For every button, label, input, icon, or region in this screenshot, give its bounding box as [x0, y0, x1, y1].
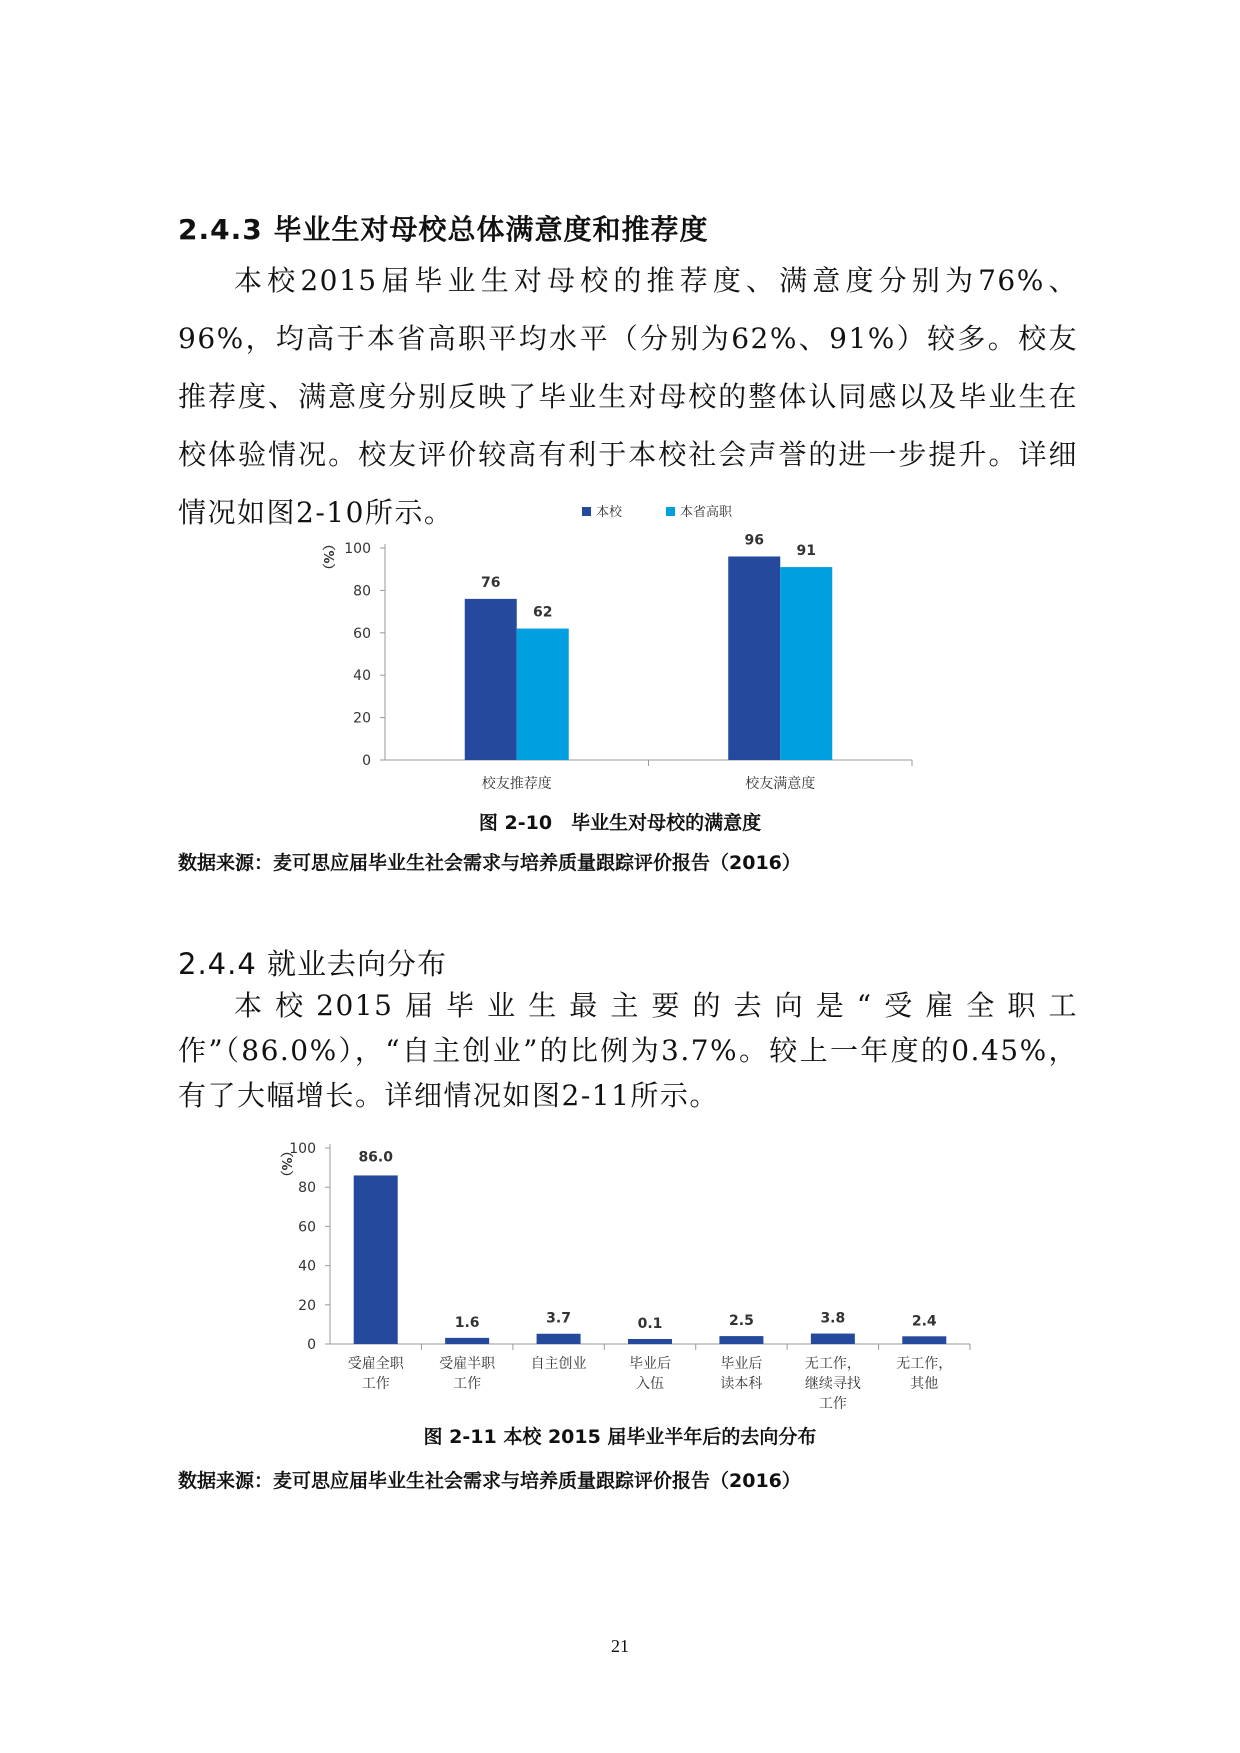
bar-毕业后读本科: [719, 1336, 763, 1344]
y-tick-label: 60: [353, 625, 371, 642]
bar-无工作，其他: [902, 1336, 946, 1344]
data-label: 2.5: [729, 1313, 754, 1330]
bar-无工作，继续寻找工作: [811, 1334, 855, 1344]
page-number: 21: [611, 1636, 629, 1656]
x-tick-label: 毕业后: [720, 1356, 763, 1372]
figure-2-10-caption: 图 2-10 毕业生对母校的满意度: [478, 812, 762, 834]
bar-受雇半职工作: [445, 1338, 489, 1344]
figure-2-10-chart: [300, 495, 940, 795]
x-tick-label: 工作: [818, 1396, 847, 1412]
y-tick-label: 40: [298, 1258, 316, 1275]
bar-本省高职-校友推荐度: [517, 629, 569, 760]
x-tick-label: 自主创业: [530, 1356, 587, 1372]
y-tick-label: 80: [353, 583, 371, 600]
bar-自主创业: [537, 1334, 581, 1344]
data-label: 96: [744, 532, 764, 549]
data-label: 62: [533, 604, 553, 621]
data-label: 86.0: [358, 1149, 393, 1166]
bar-本校-校友满意度: [728, 556, 780, 760]
paragraph-2-4-4: [178, 983, 1078, 1118]
paragraph-text: 本校2015届毕业生最主要的去向是“受雇全职工作”（86.0%），“自主创业”的比例为3.7%。较上一年度的0.45%，有了大幅增长。详细情况如图2-11所示。: [178, 989, 1078, 1112]
x-tick-label: 读本科: [720, 1376, 763, 1392]
data-label: 3.7: [546, 1310, 571, 1327]
data-label: 1.6: [454, 1314, 480, 1331]
figure-2-11-chart: [250, 1132, 1010, 1422]
data-label: 76: [481, 574, 501, 591]
y-tick-label: 20: [298, 1297, 316, 1314]
bar-毕业后入伍: [628, 1339, 672, 1344]
y-axis-label: （%）: [320, 537, 335, 577]
section-heading-2-4-4: 2.4.4 就业去向分布: [178, 947, 448, 981]
y-tick-label: 0: [307, 1337, 316, 1353]
legend-swatch-1: [666, 507, 675, 516]
x-tick-label: 受雇全职: [347, 1356, 404, 1372]
bar-本省高职-校友满意度: [780, 567, 832, 760]
y-tick-label: 100: [289, 1141, 316, 1157]
x-tick-label: 工作: [453, 1376, 482, 1392]
y-tick-label: 0: [362, 753, 371, 769]
x-tick-label: 无工作，: [804, 1356, 861, 1372]
x-tick-label: 毕业后: [629, 1356, 671, 1372]
x-tick-label: 无工作，: [896, 1356, 953, 1372]
x-tick-label: 受雇半职: [439, 1356, 496, 1372]
data-label: 2.4: [911, 1313, 937, 1330]
data-label: 0.1: [637, 1316, 663, 1332]
y-tick-label: 80: [298, 1180, 316, 1197]
data-label: 91: [796, 543, 816, 560]
bar-受雇全职工作: [354, 1175, 398, 1344]
y-tick-label: 20: [353, 710, 371, 727]
y-tick-label: 40: [353, 668, 371, 685]
x-tick-label: 其他: [910, 1376, 939, 1392]
legend-swatch-0: [582, 507, 591, 516]
x-tick-label: 继续寻找: [804, 1376, 861, 1392]
figure-2-10-source: 数据来源：麦可思应届毕业生社会需求与培养质量跟踪评价报告（2016）: [178, 852, 801, 874]
paragraph-text: 本校2015届毕业生对母校的推荐度、满意度分别为76%、96%，均高于本省高职平均水平（分别为62%、91%）较多。校友推荐度、满意度分别反映了毕业生对母校的整体认同感以及毕业生在校体验情况。校友评价较高有利于本校社会声誉的进一步提升。详细情况如图2-10所示。: [178, 264, 1078, 529]
figure-2-11-source: 数据来源：麦可思应届毕业生社会需求与培养质量跟踪评价报告（2016）: [178, 1470, 801, 1492]
legend-label-1: 本省高职: [680, 505, 733, 520]
y-axis-label: （%）: [278, 1144, 293, 1184]
x-tick-label: 工作: [361, 1376, 390, 1392]
y-tick-label: 100: [344, 541, 371, 557]
legend-label-0: 本校: [596, 505, 623, 520]
x-tick-label: 校友满意度: [745, 776, 816, 792]
figure-2-11-caption: 图 2-11 本校 2015 届毕业半年后的去向分布: [423, 1426, 817, 1448]
data-label: 3.8: [820, 1310, 846, 1327]
y-tick-label: 60: [298, 1219, 316, 1236]
bar-本校-校友推荐度: [465, 599, 517, 760]
x-tick-label: 入伍: [636, 1376, 664, 1392]
section-heading-2-4-3: 2.4.3 毕业生对母校总体满意度和推荐度: [178, 213, 709, 246]
x-tick-label: 校友推荐度: [481, 776, 552, 792]
